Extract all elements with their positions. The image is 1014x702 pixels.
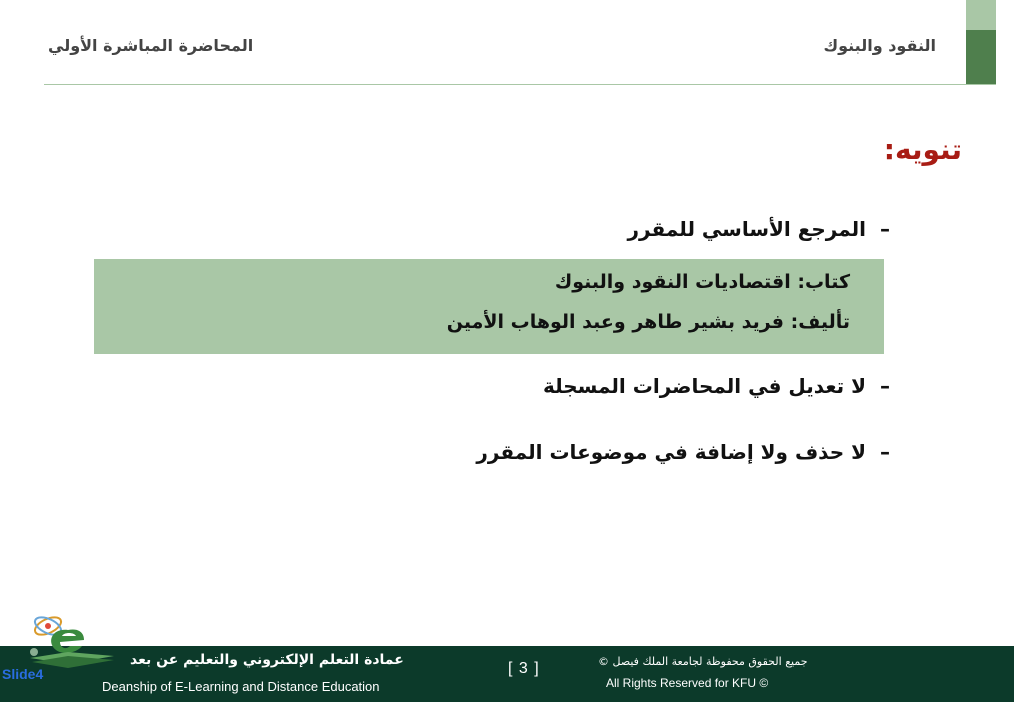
rights-text-en: All Rights Reserved for KFU © — [606, 676, 769, 690]
bullet-text: المرجع الأساسي للمقرر — [627, 217, 866, 241]
bullet-dash: – — [880, 374, 890, 398]
course-title: النقود والبنوك — [823, 36, 936, 55]
bullet-dash: – — [880, 440, 890, 464]
header-divider — [44, 84, 996, 85]
header-accent-light — [966, 0, 996, 30]
reference-book: كتاب: اقتصاديات النقود والبنوك — [554, 271, 850, 293]
page-number: [ 3 ] — [508, 660, 540, 677]
bullet-no-delete — [476, 440, 890, 464]
deanship-name-en: Deanship of E-Learning and Distance Education — [102, 679, 380, 694]
bullet-dash: – — [880, 217, 890, 241]
bullet-text: لا حذف ولا إضافة في موضوعات المقرر — [476, 440, 866, 464]
notice-heading: تنويه: — [883, 133, 962, 166]
reference-authors: تأليف: فريد بشير طاهر وعبد الوهاب الأمين — [446, 311, 850, 333]
bullet-main-reference — [628, 217, 890, 241]
bullet-no-edit — [543, 374, 890, 398]
bullet-text: لا تعديل في المحاضرات المسجلة — [542, 374, 866, 398]
reference-box — [94, 259, 884, 354]
rights-text-ar: جميع الحقوق محفوظة لجامعة الملك فيصل © — [598, 655, 808, 668]
slide-number-tag: Slide4 — [2, 666, 44, 682]
header-accent-dark — [966, 30, 996, 84]
footer-bar — [0, 646, 1014, 702]
deanship-name-ar: عمادة التعلم الإلكتروني والتعليم عن بعد — [130, 652, 404, 668]
lecture-title: المحاضرة المباشرة الأولي — [48, 36, 254, 55]
